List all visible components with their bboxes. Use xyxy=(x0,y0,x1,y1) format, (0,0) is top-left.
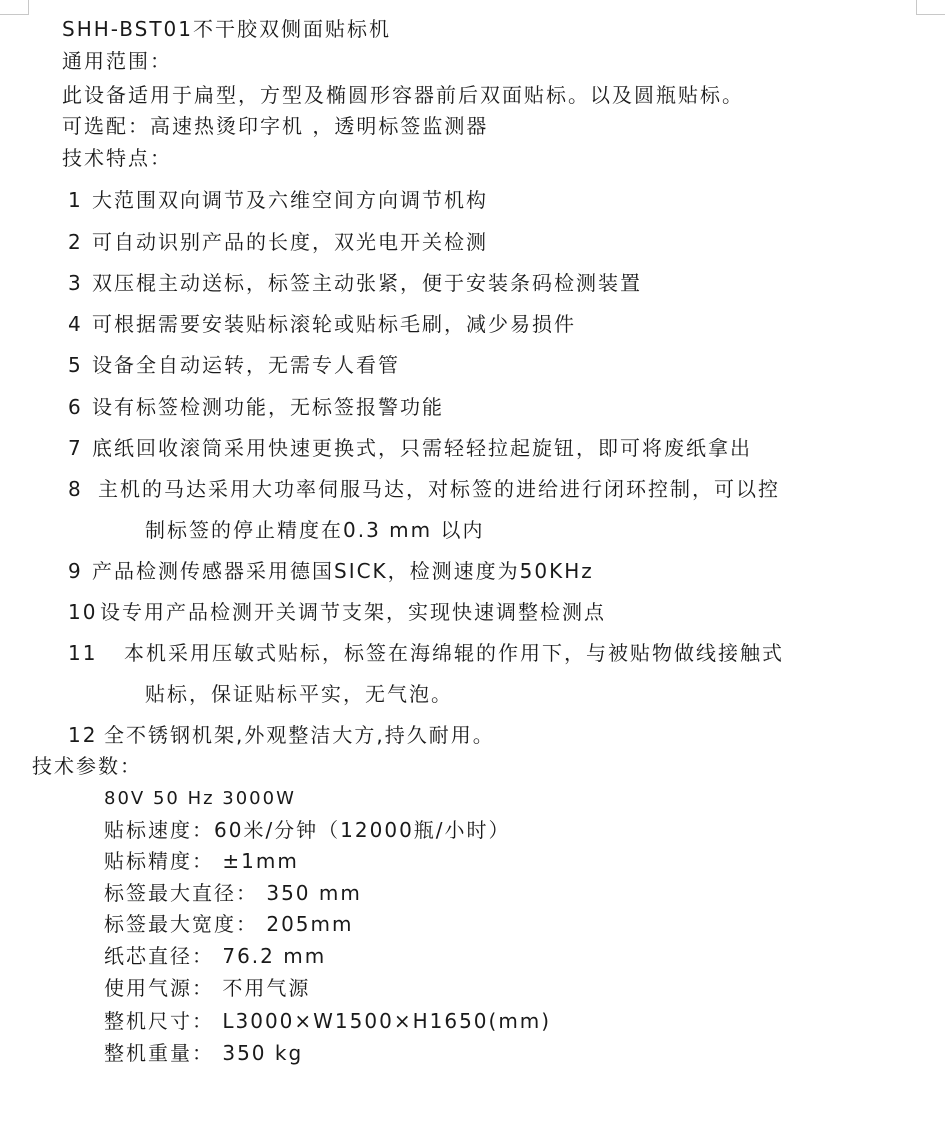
param-item: 标签最大直径： 350 mm xyxy=(104,881,362,905)
feature-number: 2 xyxy=(68,230,83,254)
param-item: 贴标精度： ±1mm xyxy=(104,849,299,873)
feature-text: 产品检测传感器采用德国SICK，检测速度为50KHz xyxy=(92,559,594,583)
feature-number: 8 xyxy=(68,477,83,501)
param-item: 使用气源： 不用气源 xyxy=(104,976,311,1000)
feature-text: 大范围双向调节及六维空间方向调节机构 xyxy=(92,188,488,212)
feature-number: 9 xyxy=(68,559,83,583)
feature-number: 11 xyxy=(68,641,98,665)
feature-item xyxy=(68,640,784,666)
param-item: 整机尺寸： L3000×W1500×H1650(mm) xyxy=(104,1009,552,1033)
feature-text: 全不锈钢机架,外观整洁大方,持久耐用。 xyxy=(104,723,495,747)
feature-item xyxy=(68,270,642,296)
feature-text: 设专用产品检测开关调节支架，实现快速调整检测点 xyxy=(100,600,606,624)
feature-number: 3 xyxy=(68,271,83,295)
param-item: 贴标速度：60米/分钟（12000瓶/小时） xyxy=(104,818,511,842)
feature-item xyxy=(68,599,606,625)
document-title: SHH-BST01不干胶双侧面贴标机 xyxy=(62,17,392,41)
feature-item xyxy=(68,187,488,213)
feature-text: 设备全自动运转，无需专人看管 xyxy=(92,353,400,377)
feature-text: 双压棍主动送标，标签主动张紧，便于安装条码检测装置 xyxy=(92,271,642,295)
feature-number: 1 xyxy=(68,188,83,212)
feature-item xyxy=(68,311,576,337)
feature-number: 10 xyxy=(68,600,98,624)
feature-number: 6 xyxy=(68,395,83,419)
feature-number: 4 xyxy=(68,312,83,336)
param-item: 整机重量： 350 kg xyxy=(104,1041,304,1065)
params-label: 技术参数： xyxy=(32,754,142,778)
feature-item xyxy=(68,435,752,461)
scope-text: 此设备适用于扁型，方型及椭圆形容器前后双面贴标。以及圆瓶贴标。 xyxy=(62,83,744,107)
feature-continuation: 制标签的停止精度在0.3 mm 以内 xyxy=(145,518,485,542)
feature-item xyxy=(68,229,488,255)
feature-text: 本机采用压敏式贴标，标签在海绵辊的作用下，与被贴物做线接触式 xyxy=(124,641,784,665)
feature-text: 主机的马达采用大功率伺服马达，对标签的进给进行闭环控制，可以控 xyxy=(98,477,780,501)
feature-text: 可根据需要安装贴标滚轮或贴标毛刷，减少易损件 xyxy=(92,312,576,336)
features-label: 技术特点： xyxy=(62,146,172,170)
feature-number: 12 xyxy=(68,723,98,747)
feature-item xyxy=(68,352,400,378)
param-item: 80V 50 Hz 3000W xyxy=(104,788,296,809)
feature-number: 7 xyxy=(68,436,83,460)
options-text: 可选配：高速热烫印字机 ，透明标签监测器 xyxy=(62,114,489,138)
feature-text: 底纸回收滚筒采用快速更换式，只需轻轻拉起旋钮，即可将废纸拿出 xyxy=(92,436,752,460)
page-corner-mark-top-left xyxy=(0,0,29,15)
feature-item xyxy=(68,476,780,502)
feature-item xyxy=(68,722,495,748)
feature-item xyxy=(68,558,594,584)
page-corner-mark-top-right xyxy=(916,0,945,15)
feature-text: 设有标签检测功能，无标签报警功能 xyxy=(92,395,444,419)
feature-text: 可自动识别产品的长度，双光电开关检测 xyxy=(92,230,488,254)
scope-label: 通用范围： xyxy=(62,49,172,73)
param-item: 纸芯直径： 76.2 mm xyxy=(104,944,327,968)
feature-item xyxy=(68,394,444,420)
param-item: 标签最大宽度： 205mm xyxy=(104,912,354,936)
feature-continuation: 贴标，保证贴标平实，无气泡。 xyxy=(145,682,453,706)
feature-number: 5 xyxy=(68,353,83,377)
